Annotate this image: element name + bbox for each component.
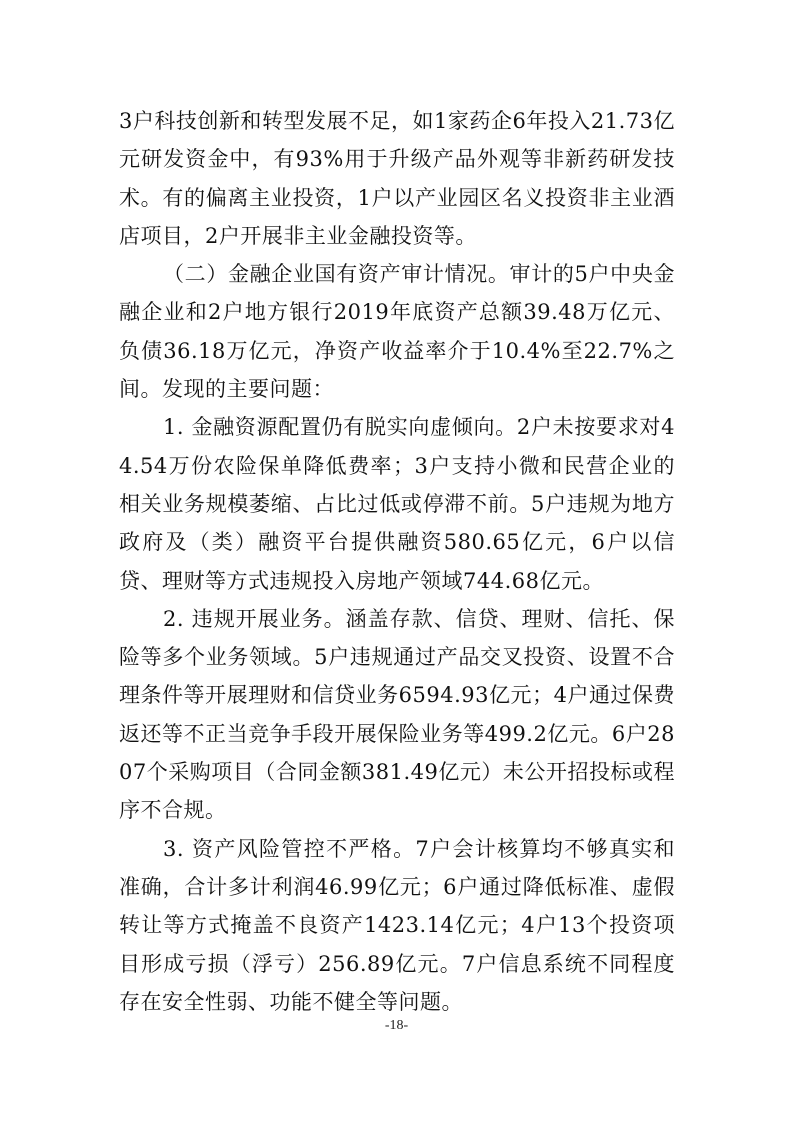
page-number: -18-	[384, 1018, 409, 1033]
paragraph-irregular-business: 2. 违规开展业务。涵盖存款、信贷、理财、信托、保险等多个业务领域。5户违规通过产品交叉投资、设置不合理条件等开展理财和信贷业务6594.93亿元；4户通过保费返还等不正当竞争手段开展保险业务等499.2亿元。6户2807个采购项目（合同金额381.49亿元）未公开招投标或程序不合规。	[119, 606, 675, 823]
paragraph-financial-audit-heading: （二）金融企业国有资产审计情况。审计的5户中央金融企业和2户地方银行2019年底资产总额39.48万亿元、负债36.18万亿元，净资产收益率介于10.4%至22.7%之间。发现的主要问题：	[119, 262, 675, 402]
document-body	[119, 102, 675, 1021]
paragraph-risk-control: 3. 资产风险管控不严格。7户会计核算均不够真实和准确，合计多计利润46.99亿元；6户通过降低标准、虚假转让等方式掩盖不良资产1423.14亿元；4户13个投资项目形成亏损（浮亏）256.89亿元。7户信息系统不同程度存在安全性弱、功能不健全等问题。	[119, 836, 675, 1014]
paragraph-tech-innovation: 3户科技创新和转型发展不足，如1家药企6年投入21.73亿元研发资金中，有93%用于升级产品外观等非新药研发技术。有的偏离主业投资，1户以产业园区名义投资非主业酒店项目，2户开展非主业金融投资等。	[119, 109, 675, 248]
paragraph-resource-allocation: 1. 金融资源配置仍有脱实向虚倾向。2户未按要求对44.54万份农险保单降低费率；3户支持小微和民营企业的相关业务规模萎缩、占比过低或停滞不前。5户违规为地方政府及（类）融资平台提供融资580.65亿元，6户以信贷、理财等方式违规投入房地产领域744.68亿元。	[119, 415, 675, 593]
